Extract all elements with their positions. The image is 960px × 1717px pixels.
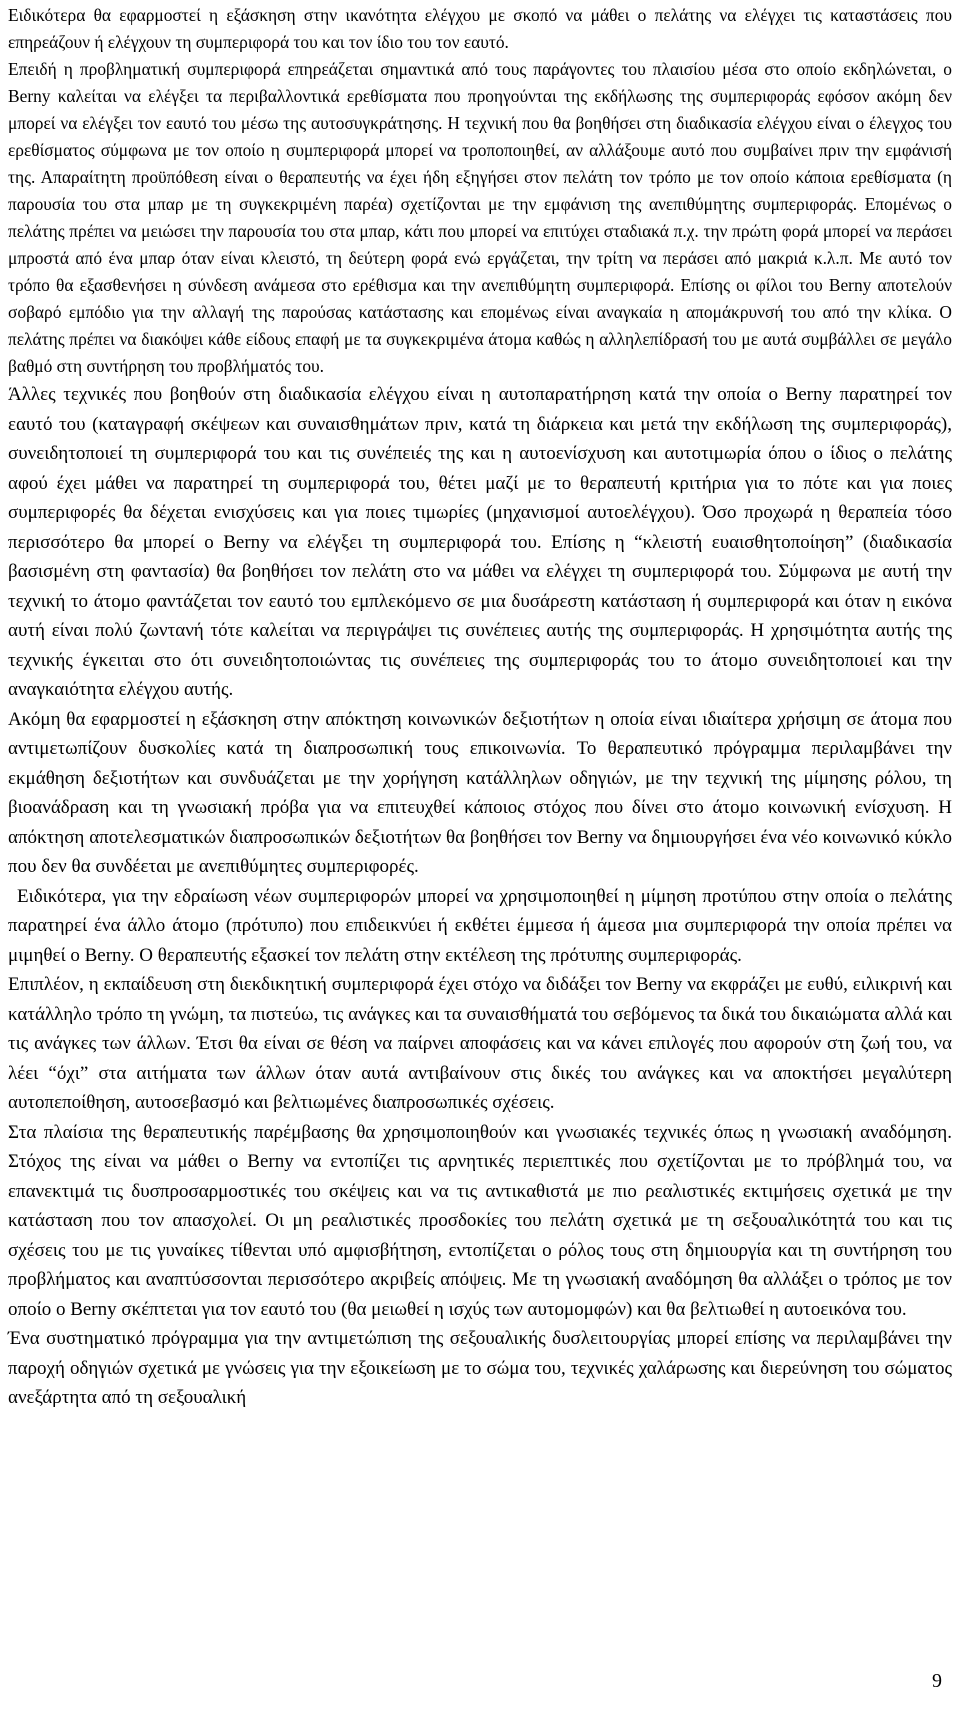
paragraph-8: Ένα συστηματικό πρόγραμμα για την αντιμετώπιση της σεξουαλικής δυσλειτουργίας μπορεί επίσης να περιλαμβάνει την παροχή οδηγιών σχετικά με γνώσεις για την εξοικείωση με το σώμα του, τεχνικές χαλάρωσης και διερεύνηση του σώματος ανεξάρτητα από τη σεξουαλική (8, 1328, 952, 1408)
paragraph-6: Επιπλέον, η εκπαίδευση στη διεκδικητική συμπεριφορά έχει στόχο να διδάξει τον Berny να εκφράζει με ευθύ, ειλικρινή και κατάλληλο τρόπο τη γνώμη, τα πιστεύω, τις ανάγκες και τα συναισθήματά του σεβόμενος τα δικά του δικαιώματα αλλά και τις ανάγκες των άλλων. Έτσι θα είναι σε θέση να παίρνει αποφάσεις και να κάνει επιλογές που αφορούν στη ζωή του, να λέει “όχι” στα αιτήματα των άλλων όταν αυτά αντιβαίνουν στις δικές του ανάγκες και να αποκτήσει μεγαλύτερη αυτοπεποίθηση, αυτοσεβασμό και βελτιωμένες διαπροσωπικές σχέσεις. (8, 974, 952, 1113)
page-number: 9 (932, 1670, 942, 1692)
paragraph-4: Ακόμη θα εφαρμοστεί η εξάσκηση στην απόκτηση κοινωνικών δεξιοτήτων η οποία είναι ιδιαίτερα χρήσιμη σε άτομα που αντιμετωπίζουν δυσκολίες κατά τη διαπροσωπική τους επικοινωνία. Το θεραπευτικό πρόγραμμα περιλαμβάνει την εκμάθηση δεξιοτήτων και συνδυάζεται με την χορήγηση κατάλληλων οδηγιών, με την τεχνική της μίμησης ρόλου, τη βιοανάδραση και τη γνωσιακή πρόβα για να επιτευχθεί κάποιος στόχος που δίνει στο άτομο κοινωνική ενίσχυση. Η απόκτηση αποτελεσματικών διαπροσωπικών δεξιοτήτων θα βοηθήσει τον Berny να δημιουργήσει ένα νέο κοινωνικό κύκλο που δεν θα συνδέεται με ανεπιθύμητες συμπεριφορές. (8, 708, 952, 877)
paragraph-7: Στα πλαίσια της θεραπευτικής παρέμβασης θα χρησιμοποιηθούν και γνωσιακές τεχνικές όπως η γνωσιακή αναδόμηση. Στόχος της είναι να μάθει ο Berny να εντοπίζει τις αρνητικές περιεπτικές που σχετίζονται με το πρόβλημά του, να επανεκτιμά τις δυσπροσαρμοστικές του σκέψεις και να τις αντικαθιστά με πιο ρεαλιστικές εκτιμήσεις σχετικά με την κατάσταση που τον απασχολεί. Οι μη ρεαλιστικές προσδοκίες του πελάτη σχετικά με τη σεξουαλικότητά του και τις σχέσεις του με τις γυναίκες τίθενται υπό αμφισβήτηση, εντοπίζεται ο ρόλος τους στη δημιουργία και τη συντήρηση του προβλήματος και αναπτύσσονται περισσότερο ακριβείς απόψεις. Με τη γνωσιακή αναδόμηση θα αλλάξει ο τρόπος με τον οποίο ο Berny σκέπτεται για τον εαυτό του (θα μειωθεί η ισχύς των αυτομομφών) και θα βελτιωθεί η αυτοεικόνα του. (8, 1121, 952, 1320)
paragraph-5: Ειδικότερα, για την εδραίωση νέων συμπεριφορών μπορεί να χρησιμοποιηθεί η μίμηση προτύπου στην οποία ο πελάτης παρατηρεί ένα άλλο άτομο (πρότυπο) που επιδεικνύει ή εκθέτει έμμεσα ή άμεσα μια συμπεριφορά την οποία πρέπει να μιμηθεί ο Berny. Ο θεραπευτής εξασκεί τον πελάτη στην εκτέλεση της πρότυπης συμπεριφοράς. (8, 885, 952, 966)
paragraph-1: Ειδικότερα θα εφαρμοστεί η εξάσκηση στην ικανότητα ελέγχου με σκοπό να μάθει ο πελάτης να ελέγχει τις καταστάσεις που επηρεάζουν ή ελέγχουν τη συμπεριφορά του και τον ίδιο του τον εαυτό. (8, 5, 952, 52)
paragraph-3: Άλλες τεχνικές που βοηθούν στη διαδικασία ελέγχου είναι η αυτοπαρατήρηση κατά την οποία ο Berny παρατηρεί τον εαυτό του (καταγραφή σκέψεων και συναισθημάτων πριν, κατά τη διάρκεια και μετά την εκδήλωση της συμπεριφοράς), συνειδητοποιεί τη συμπεριφορά του και τις συνέπειές της και η αυτοενίσχυση και αυτοτιμωρία όπου ο ίδιος ο πελάτης αφού έχει μάθει να παρατηρεί τη συμπεριφορά του, θέτει μαζί με το θεραπευτή κριτήρια για το πότε και για ποιες συμπεριφορές θα δέχεται ενισχύσεις και για ποιες τιμωρίες (μηχανισμοί αυτοελέγχου). Όσο προχωρά η θεραπεία τόσο περισσότερο θα μπορεί ο Berny να ελέγξει τη συμπεριφορά του. Επίσης η “κλειστή ευαισθητοποίηση” (διαδικασία βασισμένη στη φαντασία) θα βοηθήσει τον πελάτη στο να μάθει να ελέγχει τη συμπεριφορά του. Σύμφωνα με αυτή την τεχνική το άτομο φαντάζεται τον εαυτό του εμπλεκόμενο σε μια δυσάρεστη κατάσταση ή συμπεριφορά και όταν η εικόνα αυτή είναι πολύ ζωντανή τότε καλείται να περιγράψει τις συνέπειες αυτής της συμπεριφοράς. Η χρησιμότητα αυτής της τεχνικής έγκειται στο ότι συνειδητοποιώντας τις συνέπειες της συμπεριφοράς του το άτομο συνειδητοποιεί και την αναγκαιότητα ελέγχου αυτής. (8, 384, 952, 700)
paragraph-2: Επειδή η προβληματική συμπεριφορά επηρεάζεται σημαντικά από τους παράγοντες του πλαισίου μέσα στο οποίο εκδηλώνεται, ο Berny καλείται να ελέγξει τα περιβαλλοντικά ερεθίσματα που προηγούνται της εκδήλωσης της συμπεριφοράς εφόσον ακόμη δεν μπορεί να ελέγξει τον εαυτό του μέσω της αυτοσυγκράτησης. Η τεχνική που θα βοηθήσει στη διαδικασία ελέγχου είναι ο έλεγχος του ερεθίσματος σύμφωνα με τον οποίο η συμπεριφορά μπορεί να τροποποιηθεί, αν αλλάξουμε αυτό που συμβαίνει πριν την εμφάνισή της. Απαραίτητη προϋπόθεση είναι ο θεραπευτής να έχει ήδη εξηγήσει στον πελάτη τον τρόπο με τον οποίο κάποια ερεθίσματα (η παρουσία του στα μπαρ με τη συγκεκριμένη παρέα) σχετίζονται με την εμφάνιση της ανεπιθύμητης συμπεριφοράς. Επομένως ο πελάτης πρέπει να μειώσει την παρουσία του στα μπαρ, κάτι που μπορεί να επιτύχει σταδιακά π.χ. την πρώτη φορά μπορεί να περάσει μπροστά από ένα μπαρ όταν είναι κλειστό, τη δεύτερη φορά ενώ εργάζεται, την τρίτη να περάσει από μακριά κ.λ.π. Με αυτό τον τρόπο θα εξασθενήσει η σύνδεση ανάμεσα στο ερέθισμα και την ανεπιθύμητη συμπεριφορά. Επίσης οι φίλοι του Berny αποτελούν σοβαρό εμπόδιο για την αλλαγή της παρούσας κατάστασης και επομένως είναι αναγκαία η απομάκρυνσή του από την κλίκα. Ο πελάτης πρέπει να διακόψει κάθε είδους επαφή με τα συγκεκριμένα άτομα καθώς η αλληλεπίδρασή του με αυτά συμβάλλει σε μεγάλο βαθμό στη συντήρηση του προβλήματός του. (8, 59, 952, 376)
